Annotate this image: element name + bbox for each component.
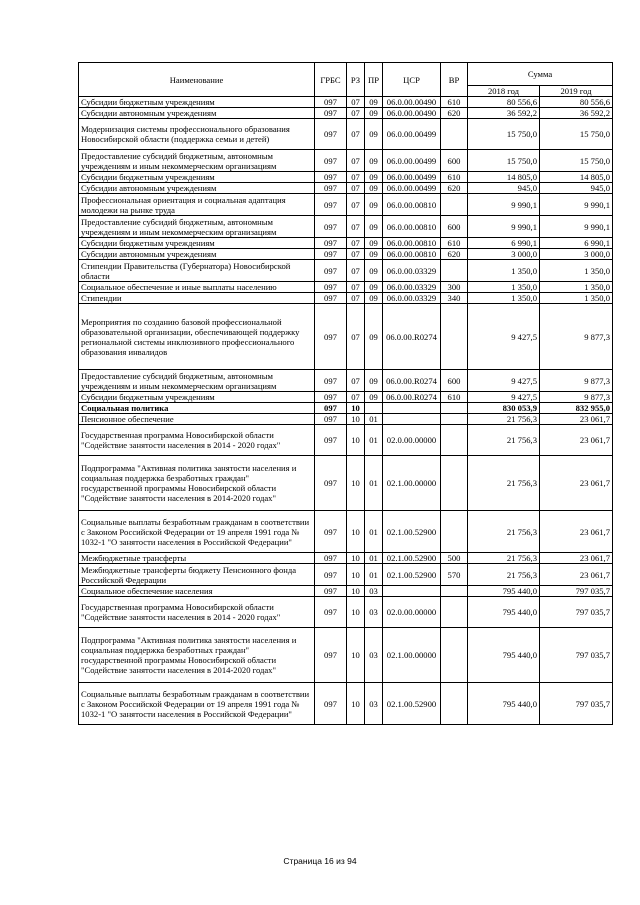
row-sum-2019: 23 061,7 bbox=[540, 564, 613, 586]
row-sum-2019: 80 556,6 bbox=[540, 97, 613, 108]
row-pr: 09 bbox=[365, 238, 383, 249]
row-rz: 07 bbox=[347, 293, 365, 304]
row-pr: 09 bbox=[365, 260, 383, 282]
row-sum-2019: 797 035,7 bbox=[540, 586, 613, 597]
row-sum-2019: 797 035,7 bbox=[540, 597, 613, 628]
row-name: Стипендии bbox=[79, 293, 315, 304]
row-pr: 03 bbox=[365, 683, 383, 725]
row-name: Социальные выплаты безработным гражданам в соответствии с Законом Российской Федерации от 19 апреля 1991 года № 1032-1 "О занятости населения в Российской Федерации" bbox=[79, 683, 315, 725]
row-pr: 09 bbox=[365, 108, 383, 119]
row-rz: 07 bbox=[347, 370, 365, 392]
row-sum-2018: 795 440,0 bbox=[468, 628, 540, 683]
row-sum-2019: 797 035,7 bbox=[540, 683, 613, 725]
row-rz: 10 bbox=[347, 586, 365, 597]
row-vr bbox=[441, 403, 468, 414]
row-sum-2018: 9 990,1 bbox=[468, 216, 540, 238]
row-vr: 300 bbox=[441, 282, 468, 293]
header-vr: ВР bbox=[441, 63, 468, 97]
row-name: Субсидии автономным учреждениям bbox=[79, 249, 315, 260]
row-csr: 06.0.00.00499 bbox=[383, 172, 441, 183]
row-csr: 02.1.00.52900 bbox=[383, 564, 441, 586]
row-rz: 07 bbox=[347, 97, 365, 108]
row-rz: 07 bbox=[347, 216, 365, 238]
row-pr: 03 bbox=[365, 586, 383, 597]
row-sum-2018: 830 053,9 bbox=[468, 403, 540, 414]
row-rz: 07 bbox=[347, 249, 365, 260]
row-vr bbox=[441, 511, 468, 553]
row-vr bbox=[441, 683, 468, 725]
row-name: Подпрограмма "Активная политика занятости населения и социальная поддержка безработных граждан" государственной программы Новосибирской области "Содействие занятости населения в 2014-2020 годах" bbox=[79, 628, 315, 683]
table-row bbox=[79, 97, 613, 108]
row-vr: 610 bbox=[441, 392, 468, 403]
row-sum-2018: 9 990,1 bbox=[468, 194, 540, 216]
table-row bbox=[79, 194, 613, 216]
row-vr bbox=[441, 414, 468, 425]
row-vr: 610 bbox=[441, 238, 468, 249]
row-grbs: 097 bbox=[315, 108, 347, 119]
row-vr: 500 bbox=[441, 553, 468, 564]
header-rz: РЗ bbox=[347, 63, 365, 97]
row-grbs: 097 bbox=[315, 628, 347, 683]
row-csr: 06.0.00.R0274 bbox=[383, 304, 441, 370]
row-pr: 09 bbox=[365, 216, 383, 238]
row-name: Субсидии бюджетным учреждениям bbox=[79, 97, 315, 108]
row-sum-2018: 36 592,2 bbox=[468, 108, 540, 119]
header-year-2018: 2018 год bbox=[468, 86, 540, 97]
row-name: Пенсионное обеспечение bbox=[79, 414, 315, 425]
row-name: Социальное обеспечение и иные выплаты населению bbox=[79, 282, 315, 293]
row-sum-2018: 21 756,3 bbox=[468, 511, 540, 553]
row-vr: 600 bbox=[441, 216, 468, 238]
row-sum-2018: 9 427,5 bbox=[468, 392, 540, 403]
table-row bbox=[79, 119, 613, 150]
table-row bbox=[79, 249, 613, 260]
row-rz: 07 bbox=[347, 304, 365, 370]
row-vr: 610 bbox=[441, 172, 468, 183]
row-pr: 03 bbox=[365, 597, 383, 628]
table-row bbox=[79, 183, 613, 194]
row-grbs: 097 bbox=[315, 194, 347, 216]
row-rz: 10 bbox=[347, 597, 365, 628]
row-pr bbox=[365, 403, 383, 414]
row-name: Мероприятия по созданию базовой профессиональной образовательной организации, обеспечивающей поддержку региональной системы инклюзивного профессионального образования инвалидов bbox=[79, 304, 315, 370]
row-csr: 06.0.00.R0274 bbox=[383, 392, 441, 403]
row-rz: 07 bbox=[347, 238, 365, 249]
row-grbs: 097 bbox=[315, 260, 347, 282]
table-row bbox=[79, 150, 613, 172]
row-grbs: 097 bbox=[315, 425, 347, 456]
row-name: Предоставление субсидий бюджетным, автономным учреждениям и иным некоммерческим организациям bbox=[79, 150, 315, 172]
row-sum-2018: 1 350,0 bbox=[468, 260, 540, 282]
table-row bbox=[79, 370, 613, 392]
table-row bbox=[79, 564, 613, 586]
row-csr: 06.0.00.00490 bbox=[383, 97, 441, 108]
row-name: Предоставление субсидий бюджетным, автономным учреждениям и иным некоммерческим организациям bbox=[79, 216, 315, 238]
row-csr: 06.0.00.00810 bbox=[383, 238, 441, 249]
row-pr: 03 bbox=[365, 628, 383, 683]
row-rz: 07 bbox=[347, 392, 365, 403]
row-grbs: 097 bbox=[315, 216, 347, 238]
row-sum-2018: 795 440,0 bbox=[468, 683, 540, 725]
row-rz: 07 bbox=[347, 150, 365, 172]
row-vr bbox=[441, 194, 468, 216]
row-sum-2019: 1 350,0 bbox=[540, 293, 613, 304]
table-row bbox=[79, 456, 613, 511]
row-pr: 01 bbox=[365, 553, 383, 564]
row-sum-2019: 6 990,1 bbox=[540, 238, 613, 249]
row-sum-2019: 9 877,3 bbox=[540, 370, 613, 392]
row-pr: 09 bbox=[365, 392, 383, 403]
row-sum-2018: 6 990,1 bbox=[468, 238, 540, 249]
row-sum-2019: 23 061,7 bbox=[540, 414, 613, 425]
table-row bbox=[79, 403, 613, 414]
row-grbs: 097 bbox=[315, 403, 347, 414]
table-row bbox=[79, 172, 613, 183]
row-sum-2019: 23 061,7 bbox=[540, 456, 613, 511]
row-sum-2018: 21 756,3 bbox=[468, 564, 540, 586]
row-csr bbox=[383, 586, 441, 597]
row-rz: 10 bbox=[347, 511, 365, 553]
row-rz: 07 bbox=[347, 119, 365, 150]
row-vr bbox=[441, 260, 468, 282]
row-vr bbox=[441, 456, 468, 511]
row-rz: 10 bbox=[347, 564, 365, 586]
row-sum-2019: 23 061,7 bbox=[540, 553, 613, 564]
row-grbs: 097 bbox=[315, 683, 347, 725]
budget-table bbox=[78, 62, 613, 725]
table-row bbox=[79, 392, 613, 403]
row-rz: 07 bbox=[347, 260, 365, 282]
page-footer: Страница 16 из 94 bbox=[283, 856, 357, 866]
table-row bbox=[79, 108, 613, 119]
row-sum-2018: 945,0 bbox=[468, 183, 540, 194]
row-rz: 10 bbox=[347, 628, 365, 683]
row-sum-2019: 15 750,0 bbox=[540, 119, 613, 150]
row-pr: 01 bbox=[365, 425, 383, 456]
row-sum-2019: 36 592,2 bbox=[540, 108, 613, 119]
row-name: Субсидии автономным учреждениям bbox=[79, 183, 315, 194]
table-row bbox=[79, 553, 613, 564]
row-grbs: 097 bbox=[315, 414, 347, 425]
row-sum-2019: 9 877,3 bbox=[540, 304, 613, 370]
header-pr: ПР bbox=[365, 63, 383, 97]
row-csr: 06.0.00.R0274 bbox=[383, 370, 441, 392]
row-rz: 07 bbox=[347, 282, 365, 293]
row-grbs: 097 bbox=[315, 586, 347, 597]
row-vr bbox=[441, 119, 468, 150]
row-vr: 610 bbox=[441, 97, 468, 108]
row-pr: 01 bbox=[365, 564, 383, 586]
row-name: Профессиональная ориентация и социальная адаптация молодежи на рынке труда bbox=[79, 194, 315, 216]
table-row bbox=[79, 304, 613, 370]
row-csr bbox=[383, 414, 441, 425]
row-grbs: 097 bbox=[315, 119, 347, 150]
header-grbs: ГРБС bbox=[315, 63, 347, 97]
row-pr: 01 bbox=[365, 511, 383, 553]
row-grbs: 097 bbox=[315, 282, 347, 293]
row-grbs: 097 bbox=[315, 456, 347, 511]
table-row bbox=[79, 260, 613, 282]
row-pr: 09 bbox=[365, 194, 383, 216]
row-sum-2018: 795 440,0 bbox=[468, 586, 540, 597]
row-rz: 07 bbox=[347, 183, 365, 194]
row-csr: 02.0.00.00000 bbox=[383, 425, 441, 456]
row-sum-2018: 21 756,3 bbox=[468, 425, 540, 456]
row-pr: 01 bbox=[365, 456, 383, 511]
row-grbs: 097 bbox=[315, 304, 347, 370]
row-csr: 06.0.00.03329 bbox=[383, 282, 441, 293]
table-row bbox=[79, 597, 613, 628]
row-sum-2018: 9 427,5 bbox=[468, 370, 540, 392]
row-pr: 09 bbox=[365, 293, 383, 304]
row-name: Подпрограмма "Активная политика занятости населения и социальная поддержка безработных граждан" государственной программы Новосибирской области "Содействие занятости населения в 2014-2020 годах" bbox=[79, 456, 315, 511]
table-row bbox=[79, 586, 613, 597]
row-csr: 06.0.00.00499 bbox=[383, 119, 441, 150]
table-row bbox=[79, 425, 613, 456]
row-sum-2019: 23 061,7 bbox=[540, 425, 613, 456]
row-csr: 02.1.00.00000 bbox=[383, 628, 441, 683]
row-sum-2019: 1 350,0 bbox=[540, 260, 613, 282]
row-grbs: 097 bbox=[315, 172, 347, 183]
row-rz: 07 bbox=[347, 108, 365, 119]
row-csr: 06.0.00.00490 bbox=[383, 108, 441, 119]
row-sum-2019: 9 990,1 bbox=[540, 216, 613, 238]
row-sum-2019: 14 805,0 bbox=[540, 172, 613, 183]
row-pr: 09 bbox=[365, 150, 383, 172]
row-rz: 10 bbox=[347, 456, 365, 511]
row-grbs: 097 bbox=[315, 597, 347, 628]
row-csr: 02.1.00.00000 bbox=[383, 456, 441, 511]
row-sum-2018: 3 000,0 bbox=[468, 249, 540, 260]
row-sum-2019: 832 955,0 bbox=[540, 403, 613, 414]
table-row bbox=[79, 293, 613, 304]
row-name: Государственная программа Новосибирской области "Содействие занятости населения в 2014 - 2020 годах" bbox=[79, 597, 315, 628]
table-row bbox=[79, 628, 613, 683]
row-csr: 06.0.00.00810 bbox=[383, 216, 441, 238]
row-sum-2019: 1 350,0 bbox=[540, 282, 613, 293]
row-vr bbox=[441, 597, 468, 628]
row-rz: 10 bbox=[347, 403, 365, 414]
row-sum-2019: 9 877,3 bbox=[540, 392, 613, 403]
row-sum-2018: 15 750,0 bbox=[468, 119, 540, 150]
row-name: Межбюджетные трансферты бюджету Пенсионного фонда Российской Федерации bbox=[79, 564, 315, 586]
row-rz: 07 bbox=[347, 194, 365, 216]
row-vr: 620 bbox=[441, 108, 468, 119]
row-name: Социальное обеспечение населения bbox=[79, 586, 315, 597]
row-sum-2018: 1 350,0 bbox=[468, 282, 540, 293]
row-grbs: 097 bbox=[315, 238, 347, 249]
row-csr: 06.0.00.03329 bbox=[383, 293, 441, 304]
row-name: Социальная политика bbox=[79, 403, 315, 414]
row-pr: 01 bbox=[365, 414, 383, 425]
row-csr: 06.0.00.03329 bbox=[383, 260, 441, 282]
table-row bbox=[79, 683, 613, 725]
row-vr: 600 bbox=[441, 370, 468, 392]
row-grbs: 097 bbox=[315, 564, 347, 586]
table-row bbox=[79, 282, 613, 293]
row-sum-2019: 15 750,0 bbox=[540, 150, 613, 172]
row-pr: 09 bbox=[365, 119, 383, 150]
row-csr: 02.0.00.00000 bbox=[383, 597, 441, 628]
header-csr: ЦСР bbox=[383, 63, 441, 97]
row-vr: 620 bbox=[441, 249, 468, 260]
row-rz: 10 bbox=[347, 553, 365, 564]
row-vr: 620 bbox=[441, 183, 468, 194]
table-row bbox=[79, 238, 613, 249]
row-csr: 06.0.00.00499 bbox=[383, 150, 441, 172]
row-vr: 570 bbox=[441, 564, 468, 586]
row-grbs: 097 bbox=[315, 97, 347, 108]
row-name: Предоставление субсидий бюджетным, автономным учреждениям и иным некоммерческим организациям bbox=[79, 370, 315, 392]
row-rz: 07 bbox=[347, 172, 365, 183]
row-pr: 09 bbox=[365, 282, 383, 293]
row-rz: 10 bbox=[347, 425, 365, 456]
row-pr: 09 bbox=[365, 370, 383, 392]
row-rz: 10 bbox=[347, 683, 365, 725]
row-csr: 02.1.00.52900 bbox=[383, 683, 441, 725]
row-sum-2018: 1 350,0 bbox=[468, 293, 540, 304]
header-year-2019: 2019 год bbox=[540, 86, 613, 97]
row-grbs: 097 bbox=[315, 370, 347, 392]
row-csr: 02.1.00.52900 bbox=[383, 553, 441, 564]
row-vr bbox=[441, 628, 468, 683]
row-sum-2019: 9 990,1 bbox=[540, 194, 613, 216]
row-pr: 09 bbox=[365, 183, 383, 194]
row-name: Социальные выплаты безработным гражданам в соответствии с Законом Российской Федерации от 19 апреля 1991 года № 1032-1 "О занятости населения в Российской Федерации" bbox=[79, 511, 315, 553]
row-sum-2019: 945,0 bbox=[540, 183, 613, 194]
row-name: Субсидии автономным учреждениям bbox=[79, 108, 315, 119]
row-sum-2018: 21 756,3 bbox=[468, 553, 540, 564]
table-body bbox=[79, 97, 613, 725]
row-sum-2018: 80 556,6 bbox=[468, 97, 540, 108]
table-row bbox=[79, 511, 613, 553]
row-grbs: 097 bbox=[315, 553, 347, 564]
row-name: Субсидии бюджетным учреждениям bbox=[79, 238, 315, 249]
row-sum-2018: 795 440,0 bbox=[468, 597, 540, 628]
row-sum-2019: 797 035,7 bbox=[540, 628, 613, 683]
row-sum-2018: 21 756,3 bbox=[468, 456, 540, 511]
row-name: Модернизация системы профессионального образования Новосибирской области (поддержка семьи и детей) bbox=[79, 119, 315, 150]
row-name: Субсидии бюджетным учреждениям bbox=[79, 172, 315, 183]
table-row bbox=[79, 216, 613, 238]
row-pr: 09 bbox=[365, 304, 383, 370]
row-name: Государственная программа Новосибирской области "Содействие занятости населения в 2014 - 2020 годах" bbox=[79, 425, 315, 456]
row-grbs: 097 bbox=[315, 183, 347, 194]
row-grbs: 097 bbox=[315, 293, 347, 304]
row-name: Стипендии Правительства (Губернатора) Новосибирской области bbox=[79, 260, 315, 282]
row-grbs: 097 bbox=[315, 150, 347, 172]
row-csr bbox=[383, 403, 441, 414]
row-name: Субсидии бюджетным учреждениям bbox=[79, 392, 315, 403]
header-sum: Сумма bbox=[468, 63, 613, 86]
row-vr bbox=[441, 304, 468, 370]
row-csr: 06.0.00.00499 bbox=[383, 183, 441, 194]
row-grbs: 097 bbox=[315, 392, 347, 403]
row-sum-2018: 9 427,5 bbox=[468, 304, 540, 370]
row-pr: 09 bbox=[365, 172, 383, 183]
row-sum-2018: 14 805,0 bbox=[468, 172, 540, 183]
row-pr: 09 bbox=[365, 97, 383, 108]
row-sum-2018: 15 750,0 bbox=[468, 150, 540, 172]
row-vr: 340 bbox=[441, 293, 468, 304]
row-vr: 600 bbox=[441, 150, 468, 172]
row-sum-2019: 3 000,0 bbox=[540, 249, 613, 260]
header-name: Наименование bbox=[79, 63, 315, 97]
row-grbs: 097 bbox=[315, 511, 347, 553]
row-grbs: 097 bbox=[315, 249, 347, 260]
row-name: Межбюджетные трансферты bbox=[79, 553, 315, 564]
row-sum-2019: 23 061,7 bbox=[540, 511, 613, 553]
row-csr: 02.1.00.52900 bbox=[383, 511, 441, 553]
table-row bbox=[79, 414, 613, 425]
row-csr: 06.0.00.00810 bbox=[383, 249, 441, 260]
row-vr bbox=[441, 425, 468, 456]
row-pr: 09 bbox=[365, 249, 383, 260]
row-rz: 10 bbox=[347, 414, 365, 425]
row-vr bbox=[441, 586, 468, 597]
row-csr: 06.0.00.00810 bbox=[383, 194, 441, 216]
row-sum-2018: 21 756,3 bbox=[468, 414, 540, 425]
